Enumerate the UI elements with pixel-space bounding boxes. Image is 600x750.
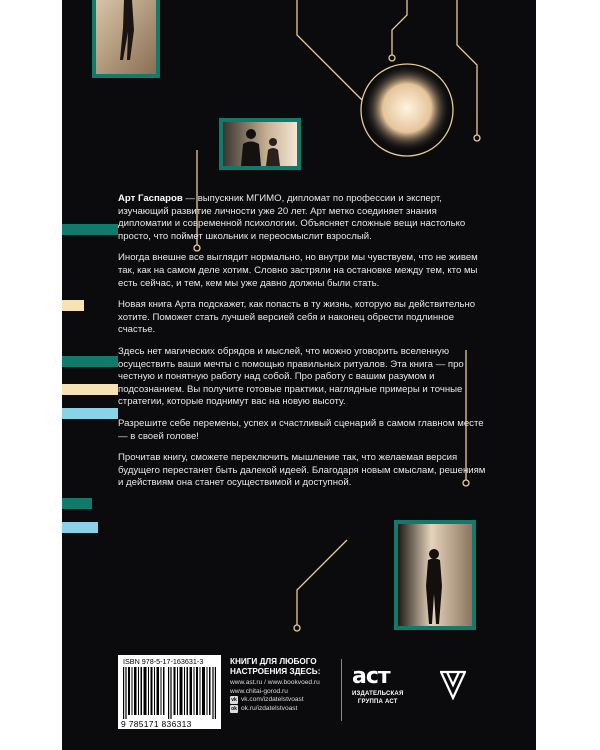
stripe-sky — [62, 408, 118, 419]
stripe-teal — [62, 356, 118, 367]
stripe-teal — [62, 498, 92, 509]
photo-walking-man — [92, 0, 160, 78]
paragraph-6: Прочитав книгу, сможете переключить мышление так, что желаемая версия будущего перестанет быть далекой идеей. Благодаря новым смыслам, решениям и действиям она станет осуществимой и доступной. — [118, 452, 486, 489]
promo-ok-row[interactable] — [230, 705, 340, 714]
photo-woman-silhouette — [394, 520, 476, 630]
promo-site2[interactable]: www.chitai-gorod.ru — [230, 687, 288, 695]
promo-ok: ok.ru/izdatelstvoast — [241, 704, 298, 712]
isbn-text: ISBN 978-5-17-163631-3 — [123, 657, 204, 666]
ast-publisher-logo — [352, 666, 403, 706]
paragraph-author — [118, 193, 488, 243]
v-imprint-logo-icon — [440, 670, 466, 700]
barcode-panel — [118, 655, 221, 729]
paragraph-5: Разрешите себе перемены, успех и счастливый сценарий в самом главном месте — в своей голове! — [118, 417, 484, 442]
photo-couple — [219, 118, 301, 170]
promo-title: КНИГИ ДЛЯ ЛЮБОГО НАСТРОЕНИЯ ЗДЕСЬ: — [230, 657, 321, 676]
paragraph-2: Иногда внешне все выглядит нормально, но внутри мы чувствуем, что не живем так, как на самом деле хотим. Словно застряли на остановке между тем, кто мы есть сейчас, и тем, кем мы уже давно должны были стать. — [118, 252, 478, 289]
divider-line — [341, 659, 342, 721]
author-name: Арт Гаспаров — [118, 193, 183, 204]
barcode-icon — [123, 667, 216, 719]
promo-vk-row[interactable] — [230, 696, 340, 705]
promo-block — [230, 657, 340, 713]
ast-caption-line2: ГРУППА АСТ — [357, 698, 398, 705]
stripe-cream — [62, 384, 118, 395]
ast-logo-word: аст — [352, 664, 390, 689]
promo-site1[interactable]: www.ast.ru / www.bookvoed.ru — [230, 679, 320, 686]
vk-icon: vk — [231, 697, 237, 704]
stripe-cream — [62, 300, 84, 311]
ok-icon: ok — [231, 706, 237, 713]
ast-caption-line1: ИЗДАТЕЛЬСКАЯ — [352, 691, 404, 697]
description-text — [118, 193, 488, 499]
stripe-sky — [62, 522, 98, 533]
glowing-orb-decoration — [347, 50, 467, 170]
promo-vk: vk.com/izdatelstvoast — [241, 696, 304, 704]
barcode-digits: 9 785171 836313 — [121, 719, 192, 729]
stripe-teal — [62, 224, 118, 235]
paragraph-3: Новая книга Арта подскажет, как попасть в ту жизнь, которую вы действительно хотите. Поможет стать лучшей версией себя и наконец обрести подлинное счастье. — [118, 299, 476, 336]
paragraph-4: Здесь нет магических обрядов и мыслей, что можно уговорить вселенную осуществить ваши мечты с помощью правильных ритуалов. Эта книга — про честную и понятную работу над собой. Про работу с вашим разумом и подсознанием. Вы получите готовые практики, наглядные примеры и точные стратегии, которые поднимут вас на новую высоту. — [118, 345, 464, 408]
ast-logo-caption — [352, 691, 403, 706]
author-bio: — выпускник МГИМО, дипломат по профессии и эксперт, изучающий развитие личности уже 20 лет. Арт метко соединяет знания дипломатии и современной психологии. Объясняет сложные вещи настолько просто, что поймет школьник и переосмыслит взрослый. — [118, 193, 466, 242]
